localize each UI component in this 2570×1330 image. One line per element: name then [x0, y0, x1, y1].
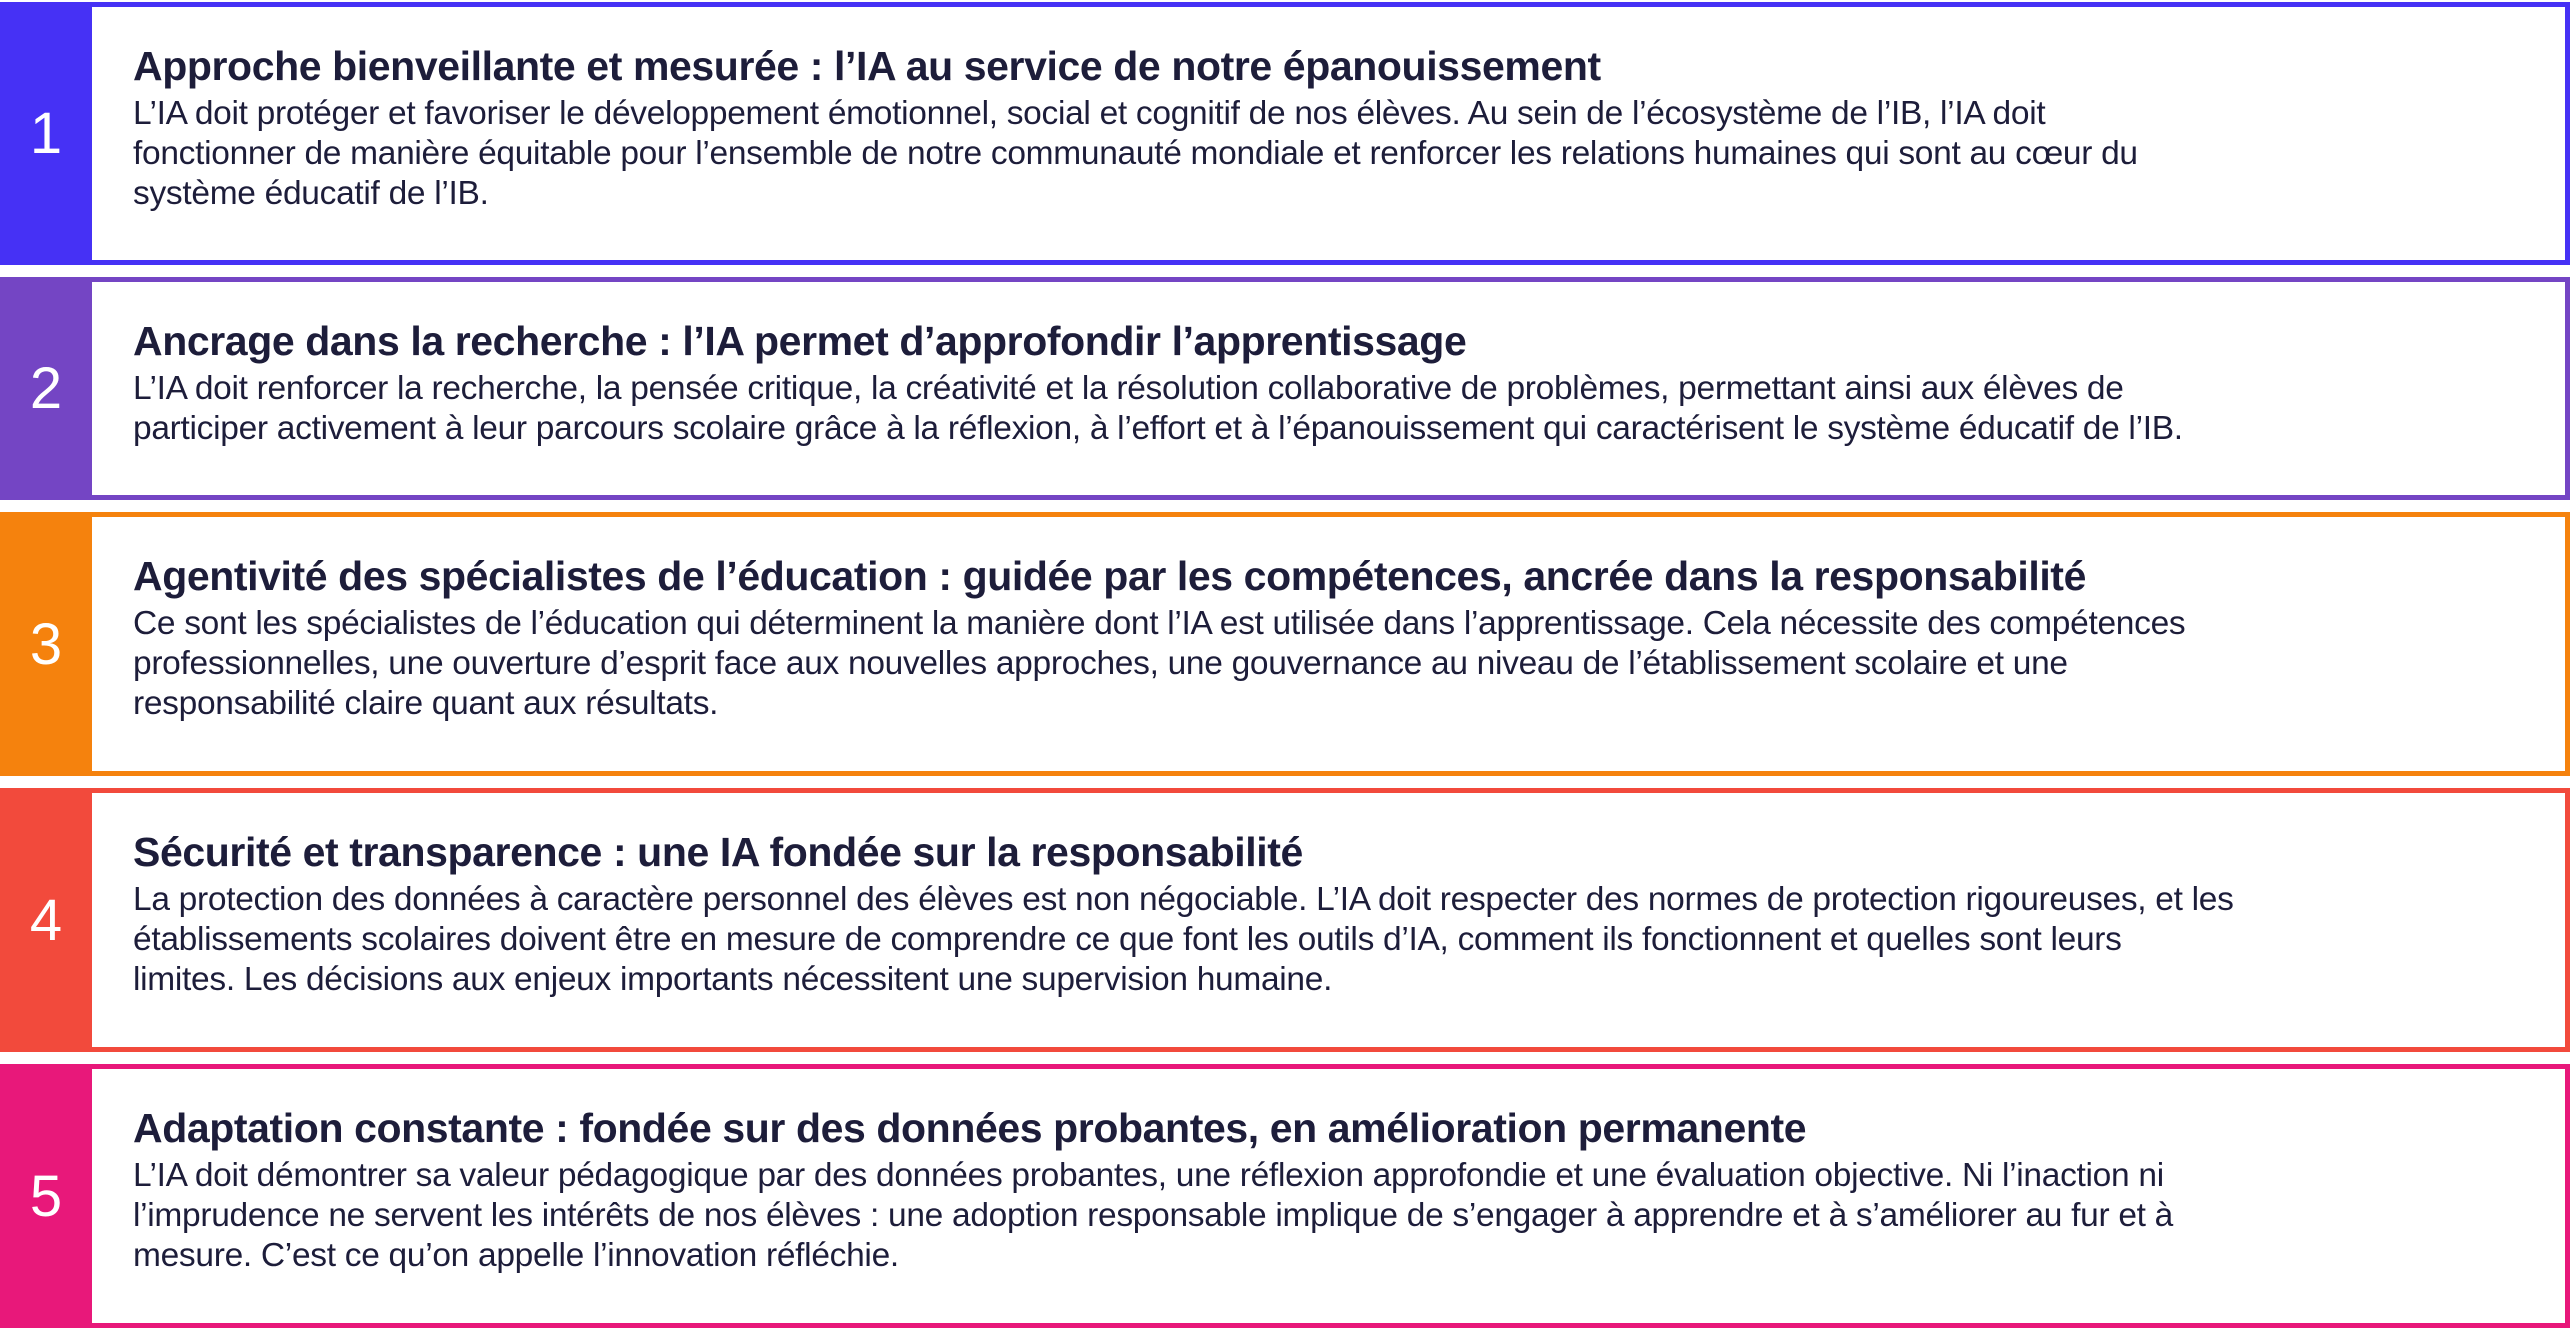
principle-number-4: 4 [0, 788, 92, 1052]
principle-body-line: système éducatif de l’IB. [133, 175, 489, 212]
principle-title-2: Ancrage dans la recherche : l’IA permet d’approfondir l’apprentissage [133, 318, 1467, 364]
principle-card-1 [0, 2, 2570, 265]
principle-body-line: responsabilité claire quant aux résultats. [133, 685, 719, 722]
principle-card-3 [0, 512, 2570, 776]
principle-card-5 [0, 1064, 2570, 1328]
principle-number-3: 3 [0, 512, 92, 776]
principle-number-5: 5 [0, 1064, 92, 1328]
principle-body-line: Ce sont les spécialistes de l’éducation qui déterminent la manière dont l’IA est utilisée dans l’apprentissage. Cela nécessite des compétences [133, 605, 2186, 642]
principle-body-line: établissements scolaires doivent être en mesure de comprendre ce que font les outils d’IA, comment ils fonctionnent et quelles sont leurs [133, 921, 2122, 958]
principle-number-1: 1 [0, 2, 92, 265]
principle-content-3 [133, 550, 2530, 724]
principle-card-4 [0, 788, 2570, 1052]
principle-body-5 [133, 1156, 2530, 1276]
principle-body-4 [133, 880, 2530, 1000]
principle-body-line: fonctionner de manière équitable pour l’ensemble de notre communauté mondiale et renforcer les relations humaines qui sont au cœur du [133, 135, 2138, 172]
principle-body-1 [133, 94, 2530, 214]
principle-card-2 [0, 277, 2570, 500]
principle-title-4: Sécurité et transparence : une IA fondée sur la responsabilité [133, 829, 1303, 875]
principle-body-line: limites. Les décisions aux enjeux importants nécessitent une supervision humaine. [133, 961, 1333, 998]
principle-body-line: participer activement à leur parcours scolaire grâce à la réflexion, à l’effort et à l’épanouissement qui caractérisent le système éducatif de l’IB. [133, 410, 2183, 447]
principle-content-2 [133, 315, 2530, 449]
principle-body-line: mesure. C’est ce qu’on appelle l’innovation réfléchie. [133, 1237, 899, 1274]
principle-body-line: L’IA doit renforcer la recherche, la pensée critique, la créativité et la résolution collaborative de problèmes, permettant ainsi aux élèves de [133, 370, 2124, 407]
principle-body-line: L’IA doit protéger et favoriser le développement émotionnel, social et cognitif de nos élèves. Au sein de l’écosystème de l’IB, l’IA doit [133, 95, 2046, 132]
principle-content-1 [133, 40, 2530, 214]
principle-title-5: Adaptation constante : fondée sur des données probantes, en amélioration permanente [133, 1105, 1807, 1151]
principle-title-1: Approche bienveillante et mesurée : l’IA au service de notre épanouissement [133, 43, 1601, 89]
principle-body-line: La protection des données à caractère personnel des élèves est non négociable. L’IA doit respecter des normes de protection rigoureuses, et les [133, 881, 2234, 918]
principle-body-line: professionnelles, une ouverture d’esprit face aux nouvelles approches, une gouvernance au niveau de l’établissement scolaire et une [133, 645, 2068, 682]
principle-title-3: Agentivité des spécialistes de l’éducation : guidée par les compétences, ancrée dans la responsabilité [133, 553, 2086, 599]
principle-number-2: 2 [0, 277, 92, 500]
principle-body-3 [133, 604, 2530, 724]
principle-body-2 [133, 369, 2530, 449]
principle-content-5 [133, 1102, 2530, 1276]
principle-body-line: l’imprudence ne servent les intérêts de nos élèves : une adoption responsable implique de s’engager à apprendre et à s’améliorer au fur et à [133, 1197, 2173, 1234]
principle-body-line: L’IA doit démontrer sa valeur pédagogique par des données probantes, une réflexion approfondie et une évaluation objective. Ni l’inaction ni [133, 1157, 2164, 1194]
principle-content-4 [133, 826, 2530, 1000]
